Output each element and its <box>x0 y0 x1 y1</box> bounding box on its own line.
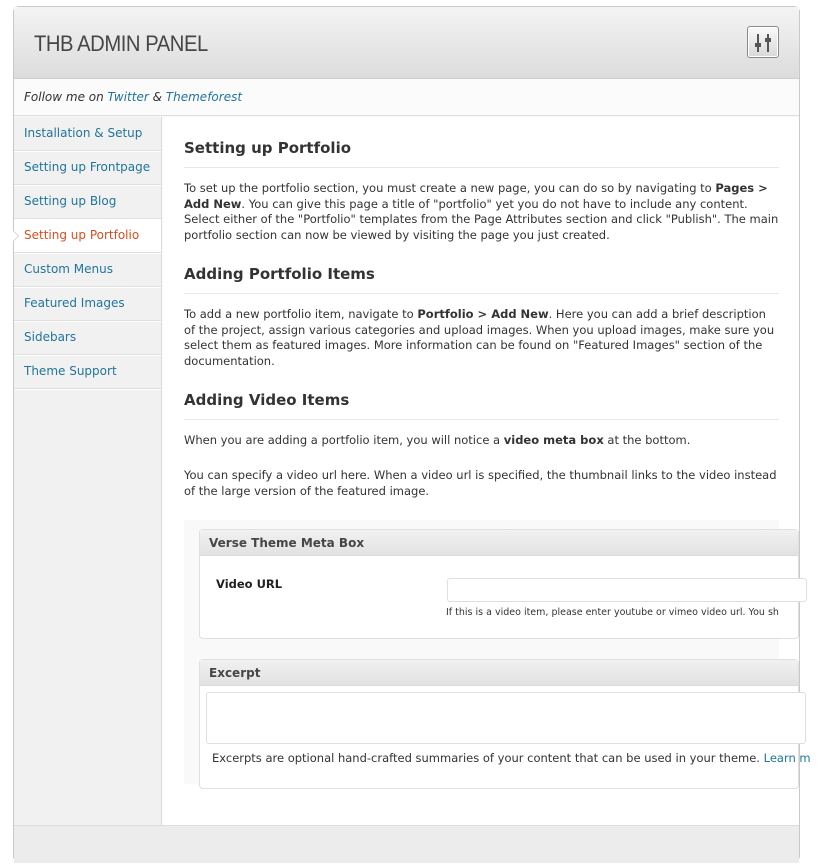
section-text-adding-video-items-1 <box>184 433 779 449</box>
section-text-adding-portfolio-items <box>184 307 779 369</box>
verse-meta-box <box>199 529 799 639</box>
meta-box-title: Verse Theme Meta Box <box>200 530 798 556</box>
meta-box-screenshot <box>184 520 811 784</box>
section-title-adding-video-items: Adding Video Items <box>184 391 779 420</box>
panel-title: THB ADMIN PANEL <box>34 31 208 56</box>
video-url-input[interactable] <box>447 578 807 602</box>
excerpt-textarea[interactable] <box>206 692 806 744</box>
twitter-link[interactable]: Twitter <box>107 90 149 104</box>
learn-more-link[interactable]: Learn m <box>763 751 811 765</box>
section-title-adding-portfolio-items: Adding Portfolio Items <box>184 265 779 294</box>
admin-panel <box>13 6 811 862</box>
text-part: To add a new portfolio item, navigate to <box>184 307 414 321</box>
sidebar-item-setting-up-frontpage[interactable]: Setting up Frontpage <box>14 151 161 185</box>
sidebar-item-custom-menus[interactable]: Custom Menus <box>14 253 161 287</box>
panel-footer <box>14 825 799 863</box>
excerpt-title: Excerpt <box>200 660 798 686</box>
bold-pages-add-new: Pages > Add New <box>184 181 768 211</box>
themeforest-link[interactable]: Themeforest <box>165 90 243 104</box>
main-content <box>163 117 811 825</box>
bold-portfolio-add-new: Portfolio > Add New <box>417 307 549 321</box>
follow-prefix: Follow me on <box>24 90 104 104</box>
text-part: . Here you can add a brief description of the project, assign various categories and upload images. When you upload images, make sure you select them as featured images. More information can be found on "Featured Images" section of the documentation. <box>184 307 775 368</box>
text-part: at the bottom. <box>607 433 691 447</box>
video-url-hint: If this is a video item, please enter youtube or vimeo video url. You sh <box>446 607 779 618</box>
sidebar-item-setting-up-portfolio[interactable]: Setting up Portfolio <box>14 219 161 253</box>
panel-header <box>14 7 799 79</box>
sidebar-item-sidebars[interactable]: Sidebars <box>14 321 161 355</box>
excerpt-hint-text: Excerpts are optional hand-crafted summaries of your content that can be used in your theme. <box>212 751 760 765</box>
sidebar-item-theme-support[interactable]: Theme Support <box>14 355 161 389</box>
text-part: To set up the portfolio section, you must create a new page, you can do so by navigating to <box>184 181 712 195</box>
sliders-icon <box>753 32 775 54</box>
video-url-label: Video URL <box>216 577 283 591</box>
sidebar-nav <box>14 117 162 825</box>
section-title-setting-up-portfolio: Setting up Portfolio <box>184 139 779 168</box>
section-text-setting-up-portfolio <box>184 181 779 243</box>
sidebar-item-featured-images[interactable]: Featured Images <box>14 287 161 321</box>
follow-bar <box>14 79 799 116</box>
text-part: When you are adding a portfolio item, you will notice a <box>184 433 501 447</box>
text-part: . You can give this page a title of "portfolio" yet you do not have to include any content. Select either of the "Portfolio" templates from the Page Attributes section and click "Publish". The main portfolio section can now be viewed by visiting the page you just created. <box>184 196 779 242</box>
sidebar-item-setting-up-blog[interactable]: Setting up Blog <box>14 185 161 219</box>
follow-amp: & <box>152 90 162 104</box>
excerpt-hint <box>212 751 811 765</box>
settings-button[interactable] <box>747 26 779 58</box>
sidebar-item-installation-setup[interactable]: Installation & Setup <box>14 117 161 151</box>
excerpt-box <box>199 659 811 789</box>
section-text-adding-video-items-2: You can specify a video url here. When a video url is specified, the thumbnail links to the video instead of the large version of the featured image. <box>184 468 777 498</box>
bold-video-meta-box: video meta box <box>503 433 604 447</box>
